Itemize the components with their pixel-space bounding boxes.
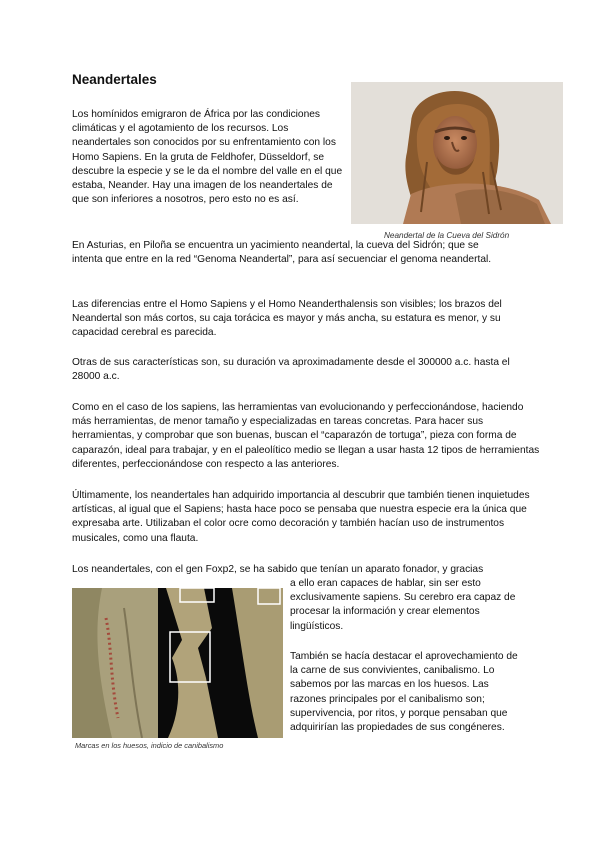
paragraph-origins: Los homínidos emigraron de África por las condiciones climáticas y el agotamiento de los recursos. Los neandertales son conocidos por su enfrentamiento con los Homo Sapiens. En la gruta de Feldhofer, Düsseldorf, se descubre la especie y se le da el nombre del valle en el que estaba, Neander. Hay una imagen de los neandertales de que son inferiores a nosotros, pero esto no es así.	[72, 109, 343, 206]
paragraph-language-intro: Los neandertales, con el gen Foxp2, se ha sabido que tenían un aparato fonador, y gracias	[72, 564, 484, 575]
paragraph-cannibalism: También se hacía destacar el aprovechamiento de la carne de sus convivientes, canibalismo. Lo sabemos por las marcas en los huesos. Las razones principales por el canibalismo son; supervivencia, por ritos, y porque pensaban que adquirirían las propiedades de sus congéneres.	[290, 651, 518, 734]
neandertal-reconstruction-image	[351, 82, 563, 224]
paragraph-language: a ello eran capaces de hablar, sin ser esto exclusivamente sapiens. Su cerebro era capaz de procesar la información y crear elementos lingüísticos.	[290, 578, 516, 632]
paragraph-tools: Como en el caso de los sapiens, las herramientas van evolucionando y perfeccionándose, haciendo más herramientas, de menor tamaño y especializadas en tareas concretas. Para hacer sus herramientas, y comprobar que son buenas, buscan el “caparazón de tortuga”, pieza con forma de caparazón, ideal para trabajar, y en el paleolítico medio se llegan a usar hasta 12 tipos de herramientas diferentes, perfeccionándose con respecto a las anteriores.	[72, 402, 540, 470]
bone-marks-image	[72, 588, 283, 738]
neandertal-figure	[351, 82, 563, 224]
figure-caption: Neandertal de la Cueva del Sidrón	[384, 231, 510, 240]
paragraph-differences: Las diferencias entre el Homo Sapiens y el Homo Neanderthalensis son visibles; los brazos del Neandertal son más cortos, su caja torácica es mayor y más ancha, su estatura es menor, y su capacidad cerebral es parecida.	[72, 299, 502, 339]
bones-figure	[72, 588, 283, 738]
paragraph-asturias: En Asturias, en Piloña se encuentra un yacimiento neandertal, la cueva del Sidrón; que se intenta que entre en la red “Genoma Neandertal”, para así secuenciar el genoma neandertal.	[72, 240, 492, 266]
paragraph-art: Últimamente, los neandertales han adquirido importancia al descubrir que también tienen inquietudes artísticas, al igual que el Sapiens; hasta hace poco se pensaba que nuestra especie era la única que expresaba arte. Utilizaban el color ocre como decoración y también hacían uso de instrumentos musicales, como una flauta.	[72, 490, 530, 544]
page-title: Neandertales	[72, 72, 157, 87]
figure-caption: Marcas en los huesos, indicio de canibalismo	[75, 741, 224, 750]
paragraph-duration: Otras de sus características son, su duración va aproximadamente desde el 300000 a.c. hasta el 28000 a.c.	[72, 357, 510, 383]
